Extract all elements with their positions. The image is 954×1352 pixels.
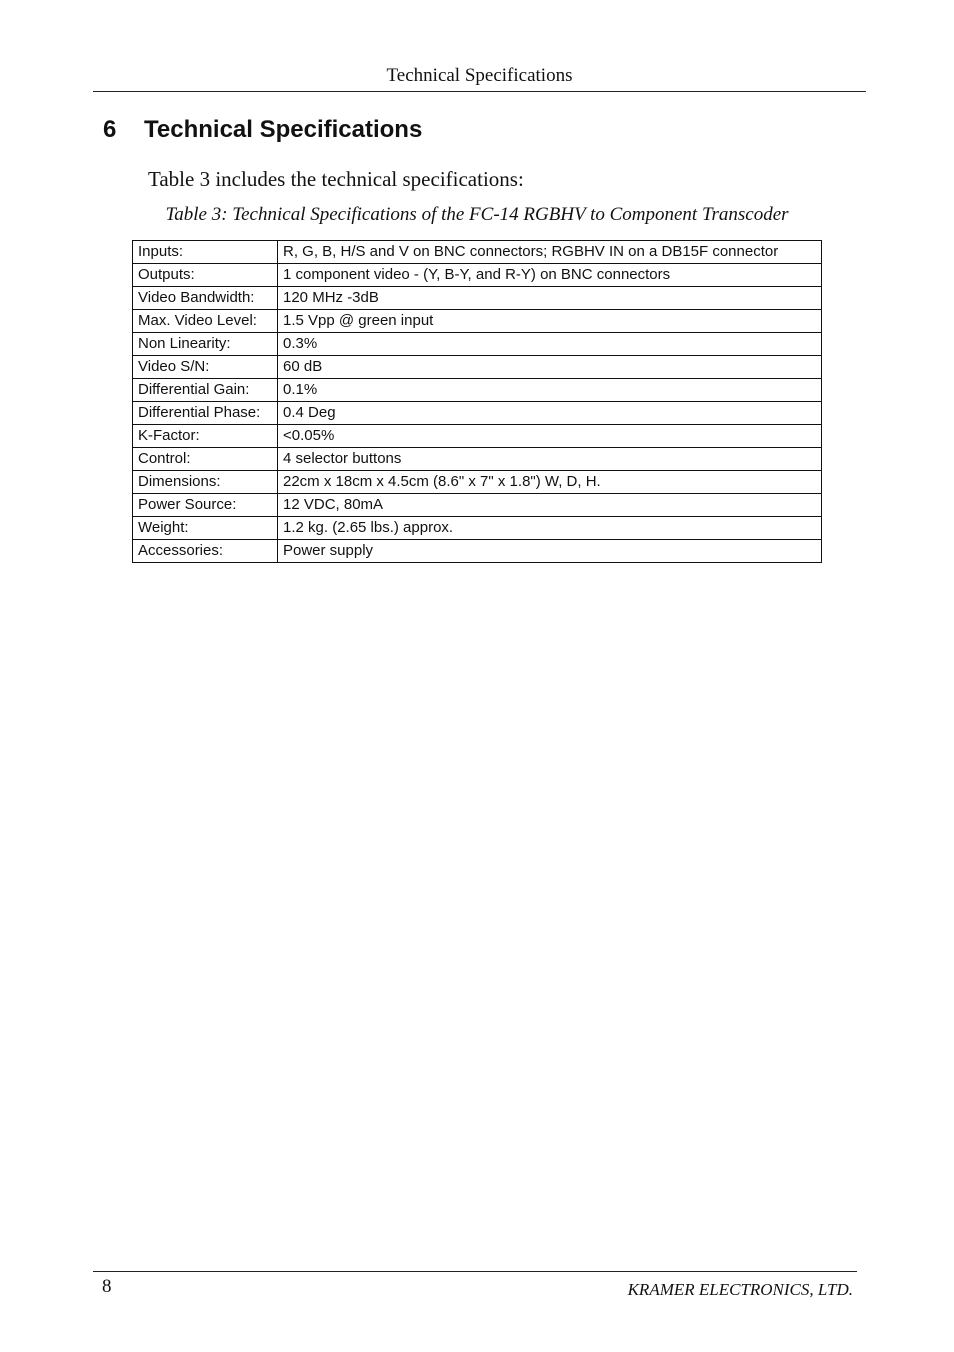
- spec-value: 120 MHz -3dB: [278, 287, 822, 310]
- spec-value: <0.05%: [278, 425, 822, 448]
- spec-value: 1.5 Vpp @ green input: [278, 310, 822, 333]
- spec-label: Dimensions:: [133, 471, 278, 494]
- table-row: [133, 379, 822, 402]
- table-row: [133, 333, 822, 356]
- table-row: [133, 264, 822, 287]
- spec-value: 22cm x 18cm x 4.5cm (8.6" x 7" x 1.8") W, D, H.: [278, 471, 822, 494]
- intro-paragraph: Table 3 includes the technical specifications:: [148, 167, 524, 191]
- table-caption: Table 3: Technical Specifications of the FC-14 RGBHV to Component Transcoder: [165, 204, 789, 225]
- table-row: [133, 448, 822, 471]
- table-row: [133, 517, 822, 540]
- spec-value: 60 dB: [278, 356, 822, 379]
- spec-value: 0.4 Deg: [278, 402, 822, 425]
- running-header: Technical Specifications: [93, 64, 866, 92]
- page-number: 8: [102, 1276, 112, 1297]
- spec-value: 1 component video - (Y, B-Y, and R-Y) on BNC connectors: [278, 264, 822, 287]
- table-row: [133, 425, 822, 448]
- spec-label: Accessories:: [133, 540, 278, 563]
- spec-label: Max. Video Level:: [133, 310, 278, 333]
- spec-label: Video S/N:: [133, 356, 278, 379]
- section-number: 6: [103, 116, 117, 143]
- table-row: [133, 494, 822, 517]
- spec-label: K-Factor:: [133, 425, 278, 448]
- section-title: Technical Specifications: [144, 116, 423, 143]
- spec-label: Non Linearity:: [133, 333, 278, 356]
- table-row: [133, 402, 822, 425]
- spec-label: Power Source:: [133, 494, 278, 517]
- section-heading: [103, 114, 422, 146]
- spec-label: Inputs:: [133, 241, 278, 264]
- table-row: [133, 241, 822, 264]
- footer-divider: [93, 1271, 857, 1272]
- spec-value: 12 VDC, 80mA: [278, 494, 822, 517]
- spec-value: 0.1%: [278, 379, 822, 402]
- table-row: [133, 310, 822, 333]
- spec-label: Differential Phase:: [133, 402, 278, 425]
- spec-value: 1.2 kg. (2.65 lbs.) approx.: [278, 517, 822, 540]
- company-name: KRAMER ELECTRONICS, LTD.: [627, 1280, 853, 1299]
- spec-label: Weight:: [133, 517, 278, 540]
- table-row: [133, 356, 822, 379]
- specifications-table: [132, 240, 822, 563]
- spec-value: 4 selector buttons: [278, 448, 822, 471]
- spec-value: Power supply: [278, 540, 822, 563]
- table-row: [133, 540, 822, 563]
- spec-value: 0.3%: [278, 333, 822, 356]
- spec-label: Control:: [133, 448, 278, 471]
- table-row: [133, 287, 822, 310]
- spec-label: Outputs:: [133, 264, 278, 287]
- spec-label: Differential Gain:: [133, 379, 278, 402]
- spec-label: Video Bandwidth:: [133, 287, 278, 310]
- table-row: [133, 471, 822, 494]
- spec-value: R, G, B, H/S and V on BNC connectors; RGBHV IN on a DB15F connector: [278, 241, 822, 264]
